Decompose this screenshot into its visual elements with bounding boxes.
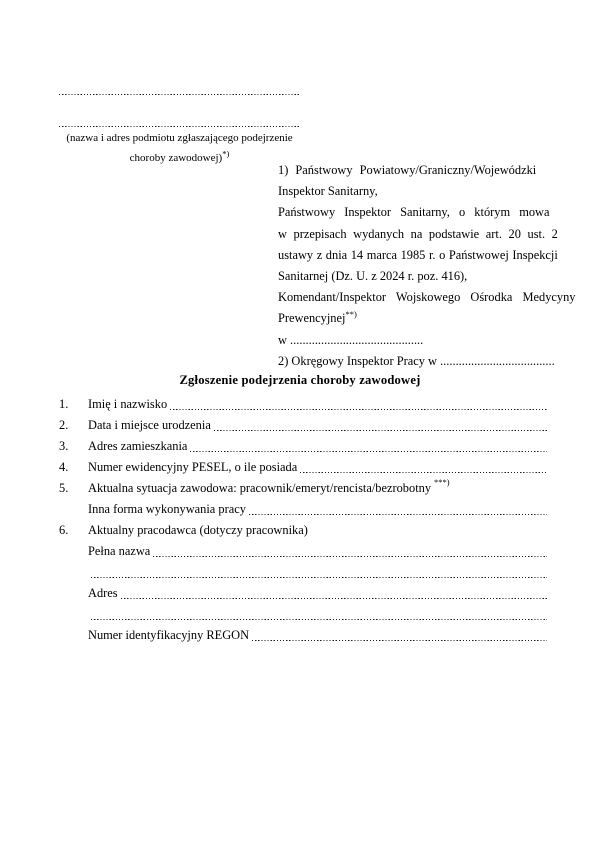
sender-block: [59, 75, 300, 167]
form-row: [59, 625, 547, 646]
field-label: Numer ewidencyjny PESEL, o ile posiada: [88, 460, 298, 474]
recipient-line-text: 2) Okręgowy Inspektor Pracy w: [278, 353, 441, 368]
dotted-fill-line: [214, 430, 547, 431]
recipient-line: 1) Państwowy Powiatowy/Graniczny/Wojewódzki: [278, 163, 537, 177]
form-row: [59, 604, 547, 625]
dotted-fill-line: [153, 556, 547, 557]
recipient-line: Sanitarnej (Dz. U. z 2024 r. poz. 416),: [278, 269, 468, 284]
item-number: [59, 583, 88, 604]
footnote-marker-one-star: *): [222, 148, 230, 159]
footnote-marker-two-stars: **): [345, 309, 357, 320]
form-body: [59, 394, 547, 646]
item-number: [59, 562, 88, 583]
document-title: Zgłoszenie podejrzenia choroby zawodowej: [179, 373, 421, 387]
dotted-fill-text: .....................................: [440, 353, 555, 368]
sender-caption-line-1: (nazwa i adres podmiotu zgłaszającego podejrzenie: [66, 131, 293, 144]
recipient-line: Państwowy Inspektor Sanitarny, o którym mowa: [278, 205, 550, 220]
sender-caption-line-2: [59, 150, 300, 167]
recipient-line: [278, 351, 555, 372]
field-label: Pełna nazwa: [88, 544, 151, 558]
recipient-line-text: Prewencyjnej: [278, 311, 346, 326]
item-number: 2.: [59, 418, 69, 432]
form-row: [59, 415, 547, 436]
item-number: 4.: [59, 460, 69, 474]
recipient-line: [278, 330, 548, 351]
dotted-fill-line: [249, 514, 547, 515]
form-row: [59, 394, 547, 415]
field-label: Imię i nazwisko: [88, 397, 168, 411]
field-label: Data i miejsce urodzenia: [88, 418, 211, 432]
form-row: [59, 457, 547, 478]
recipient-line: w przepisach wydanych na podstawie art. 20 ust. 2: [278, 226, 558, 241]
item-number: [59, 499, 88, 520]
item-number: 5.: [59, 481, 69, 495]
dotted-fill-line: [91, 619, 547, 620]
field-label: Aktualny pracodawca (dotyczy pracownika): [88, 523, 308, 537]
form-row: [59, 583, 547, 604]
recipient-line: Komendant/Inspektor Wojskowego Ośrodka Medycyny: [278, 290, 576, 305]
recipient-line: Inspektor Sanitarny,: [278, 184, 378, 199]
form-row: [59, 562, 547, 583]
dotted-fill-text: ...........................................: [290, 332, 424, 347]
recipient-line: [278, 308, 548, 329]
form-row: [59, 436, 547, 457]
field-label: Aktualna sytuacja zawodowa: pracownik/emeryt/rencista/bezrobotny: [88, 481, 432, 495]
field-label: Adres zamieszkania: [88, 439, 188, 453]
dotted-fill-line: [170, 409, 547, 410]
dotted-fill-line: [252, 640, 547, 641]
field-label: Numer identyfikacyjny REGON: [88, 628, 250, 642]
item-number: [59, 604, 88, 625]
item-number: 1.: [59, 397, 69, 411]
form-row: [59, 499, 547, 520]
dotted-fill-line: [121, 598, 547, 599]
sender-fill-line-1: [59, 94, 300, 95]
form-row: [59, 541, 547, 562]
dotted-fill-line: [91, 577, 547, 578]
item-number: 6.: [59, 523, 69, 537]
form-row: 5. Aktualna sytuacja zawodowa: pracownik/emeryt/rencista/bezrobotny ***): [59, 478, 547, 499]
sender-fill-line-2: [59, 126, 300, 127]
item-number: [59, 541, 88, 562]
item-number: 3.: [59, 439, 69, 453]
sender-caption-text: choroby zawodowej): [129, 151, 223, 164]
item-number: [59, 625, 88, 646]
form-row: [59, 520, 547, 541]
dotted-fill-line: [300, 472, 547, 473]
recipient-block: [278, 160, 576, 372]
dotted-fill-line: [190, 451, 547, 452]
field-label: Adres: [88, 586, 118, 600]
recipient-line: ustawy z dnia 14 marca 1985 r. o Państwowej Inspekcji: [278, 247, 558, 262]
field-label: Inna forma wykonywania pracy: [88, 502, 246, 516]
recipient-line-text: w: [278, 332, 291, 347]
